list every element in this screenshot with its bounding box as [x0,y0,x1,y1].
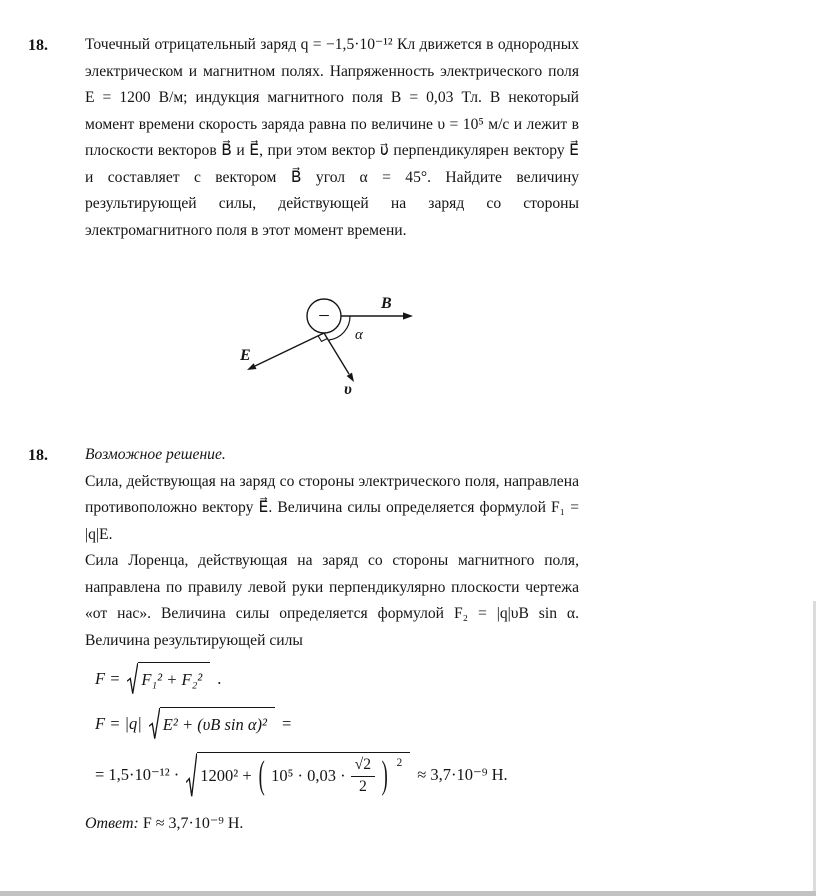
solution-number: 18. [28,447,48,464]
solution-section [0,442,816,837]
answer-value: F ≈ 3,7·10⁻⁹ Н. [142,814,244,832]
fraction-numerator: √2 [351,756,375,777]
problem-text: Точечный отрицательный заряд q = −1,5·10⁻¹² Кл движется в однородных электрическом и магнитном полях. Напряженность электрического поля E = 1200 В/м; индукция магнитного поля B = 0,03 Тл. В некоторый момент времени скорость заряда равна по величине υ = 10⁵ м/с и лежит в плоскости векторов B⃗ и E⃗, при этом вектор υ⃗ перпендикулярен вектору E⃗ и составляет с вектором B⃗ угол α = 45°. Найдите величину результирующей силы, действующей на заряд со стороны электромагнитного поля в этот момент времени. [85,36,579,239]
minus-sign: − [318,303,330,328]
formula1-radicand: F₁² + F₂² [138,662,210,695]
scan-edge-bottom [0,891,816,896]
sqrt-expression [186,752,410,798]
formula2-radicand: E² + (υB sin α)² [160,707,275,740]
vector-v-label: υ⃗ [344,381,365,398]
radical-sign [149,707,160,740]
vector-b-label: B⃗ [381,295,405,312]
radical-sign [186,752,197,798]
formula1-tail: . [217,668,222,688]
formula1-lhs: F = [95,668,121,688]
formula3-result: ≈ 3,7·10⁻⁹ Н. [417,764,508,784]
answer-label: Ответ: [85,814,139,832]
fraction-denominator: 2 [358,777,367,795]
fraction-sqrt2-over-2 [351,756,375,797]
angle-arc [329,316,350,340]
vector-e-label: E⃗ [240,347,264,364]
formula3-term2: 10⁵ · 0,03 · [271,766,346,786]
answer-line [85,810,579,837]
problem-section [0,0,816,244]
formula-resultant-magnitude [95,662,579,695]
vector-e-arrowhead [247,363,257,370]
outer-exponent: 2 [396,757,403,770]
close-paren: ) [381,752,388,798]
vector-e-line [255,333,324,366]
solution-formulas [85,662,579,798]
formula2-lhs: F = |q| [95,713,142,733]
solution-heading: Возможное решение. [85,446,226,463]
vector-b-arrowhead [403,312,413,319]
vector-diagram [232,290,432,402]
formula-numeric [95,752,579,798]
formula3-radicand [197,752,410,798]
formula3-lead: = 1,5·10⁻¹² · [95,764,180,784]
solution-paragraph-electric: Сила, действующая на заряд со стороны электрического поля, направлена противоположно вектору E⃗. Величина силы определяется формулой F₁ = |q|E. [85,472,579,543]
vector-diagram-svg [232,290,432,402]
sqrt-expression [149,707,275,740]
open-paren: ( [258,752,265,798]
sqrt-expression [127,662,210,695]
formula2-tail: = [281,713,292,733]
vector-v-line [324,333,349,374]
problem-number: 18. [28,37,48,54]
angle-alpha-label: α [355,327,363,343]
solution-paragraph-lorentz: Сила Лоренца, действующая на заряд со стороны магнитного поля, направлена по правилу левой руки перпендикулярно плоскости чертежа «от нас». Величина силы определяется формулой F₂ = |q|υB sin α. Величина результирующей силы [85,552,579,649]
radical-sign [127,662,138,695]
formula3-term1: 1200² + [200,766,252,786]
formula-expanded [95,707,579,740]
